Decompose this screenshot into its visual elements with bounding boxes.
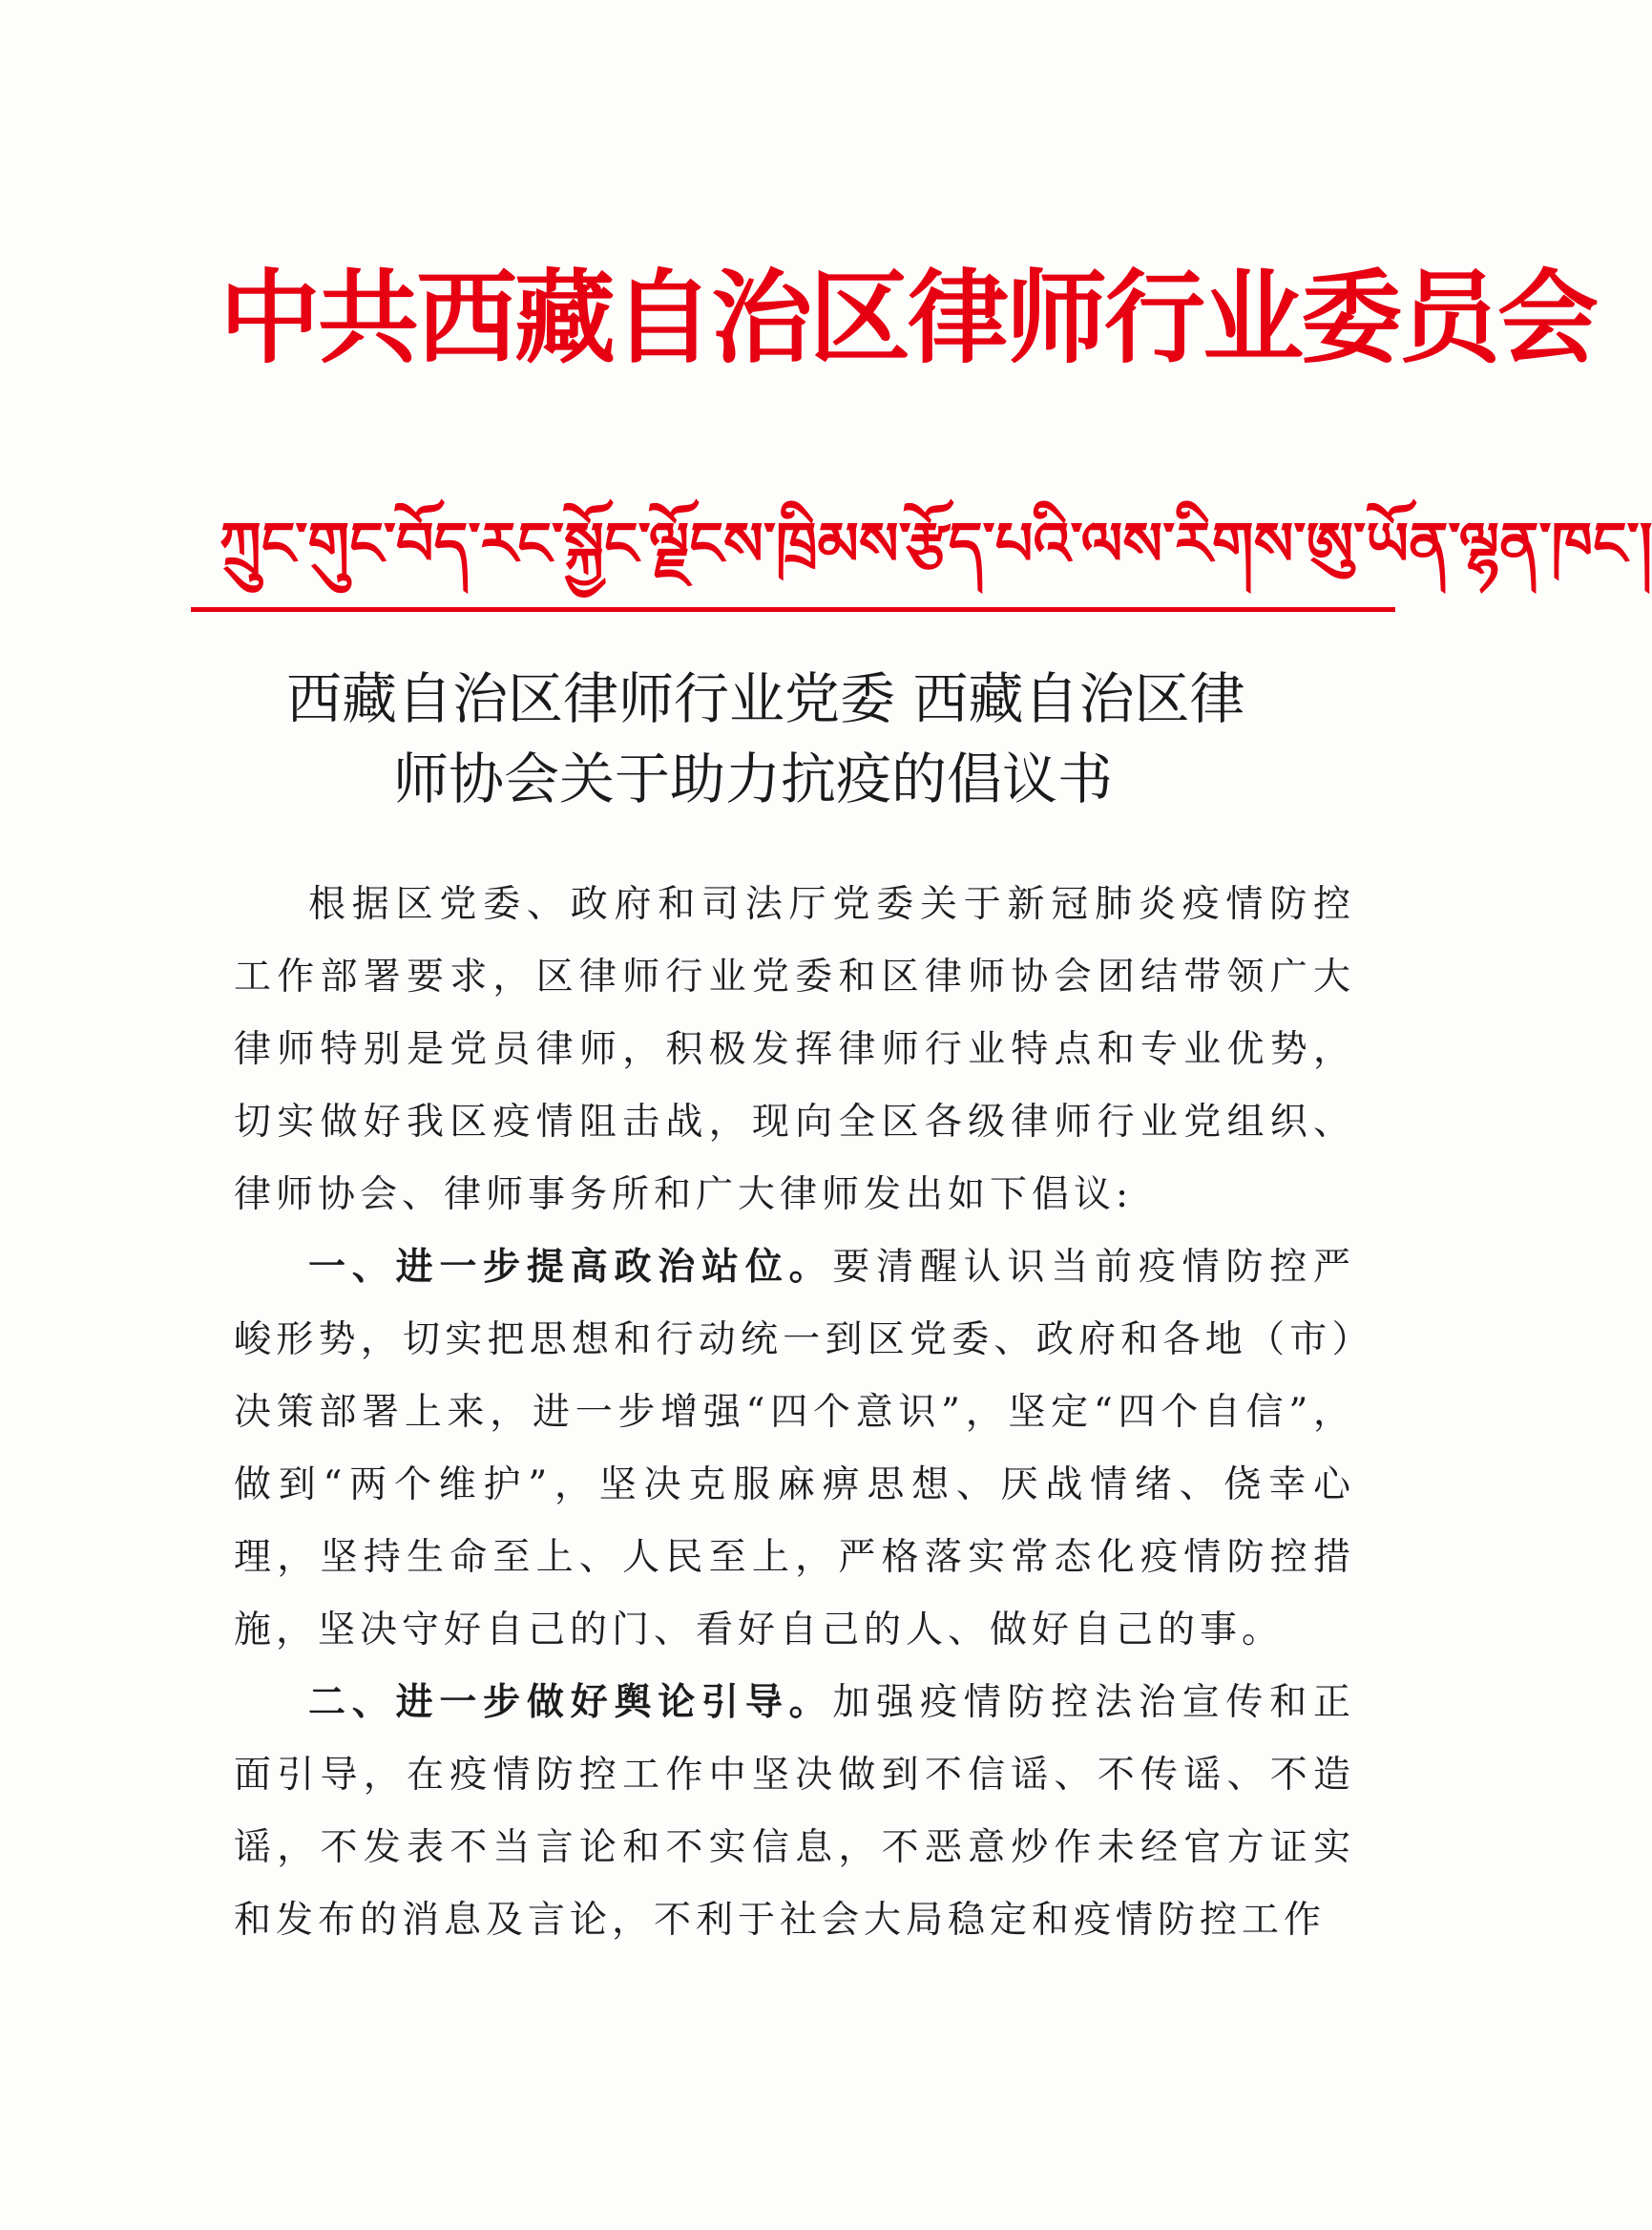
section-1-paragraph bbox=[234, 1231, 1355, 1667]
document-title-line-2: 师协会关于助力抗疫的倡议书 bbox=[393, 747, 1114, 811]
org-name-chinese: 中共西藏自治区律师行业委员会 bbox=[220, 258, 1596, 377]
org-name-tibetan: ཀྲུང་གུང་བོད་རང་སྐྱོང་ལྗོངས་ཁྲིམས་རྩོད་པའི་ལས་རིགས་ཨུ་ཡོན་ལྷན་ཁང་། bbox=[220, 509, 1652, 579]
document-title-line-1: 西藏自治区律师行业党委 西藏自治区律 bbox=[286, 666, 1245, 731]
section-1-text: 要清醒认识当前疫情防控严峻形势，切实把思想和行动统一到区党委、政府和各地（市）决策部署上来，进一步增强“四个意识”，坚定“四个自信”，做到“两个维护”，坚决克服麻痹思想、厌战情绪、侥幸心理，坚持生命至上、人民至上，严格落实常态化疫情防控措施，坚决守好自己的门、看好自己的人、做好自己的事。 bbox=[234, 1246, 1355, 1651]
section-1-heading: 一、进一步提高政治站位。 bbox=[308, 1246, 833, 1289]
red-divider-line bbox=[191, 607, 1395, 612]
section-2-text: 加强疫情防控法治宣传和正面引导，在疫情防控工作中坚决做到不信谣、不传谣、不造谣，不发表不当言论和不实信息，不恶意炒作未经官方证实和发布的消息及言论，不利于社会大局稳定和疫情防控工作 bbox=[234, 1681, 1355, 1942]
document-body bbox=[234, 869, 1355, 1957]
section-2-paragraph bbox=[234, 1667, 1355, 1957]
intro-paragraph: 根据区党委、政府和司法厅党委关于新冠肺炎疫情防控工作部署要求，区律师行业党委和区律师协会团结带领广大律师特别是党员律师，积极发挥律师行业特点和专业优势，切实做好我区疫情阻击战，现向全区各级律师行业党组织、律师协会、律师事务所和广大律师发出如下倡议: bbox=[234, 883, 1355, 1216]
section-2-heading: 二、进一步做好舆论引导。 bbox=[308, 1681, 833, 1724]
document-title bbox=[286, 659, 1355, 819]
